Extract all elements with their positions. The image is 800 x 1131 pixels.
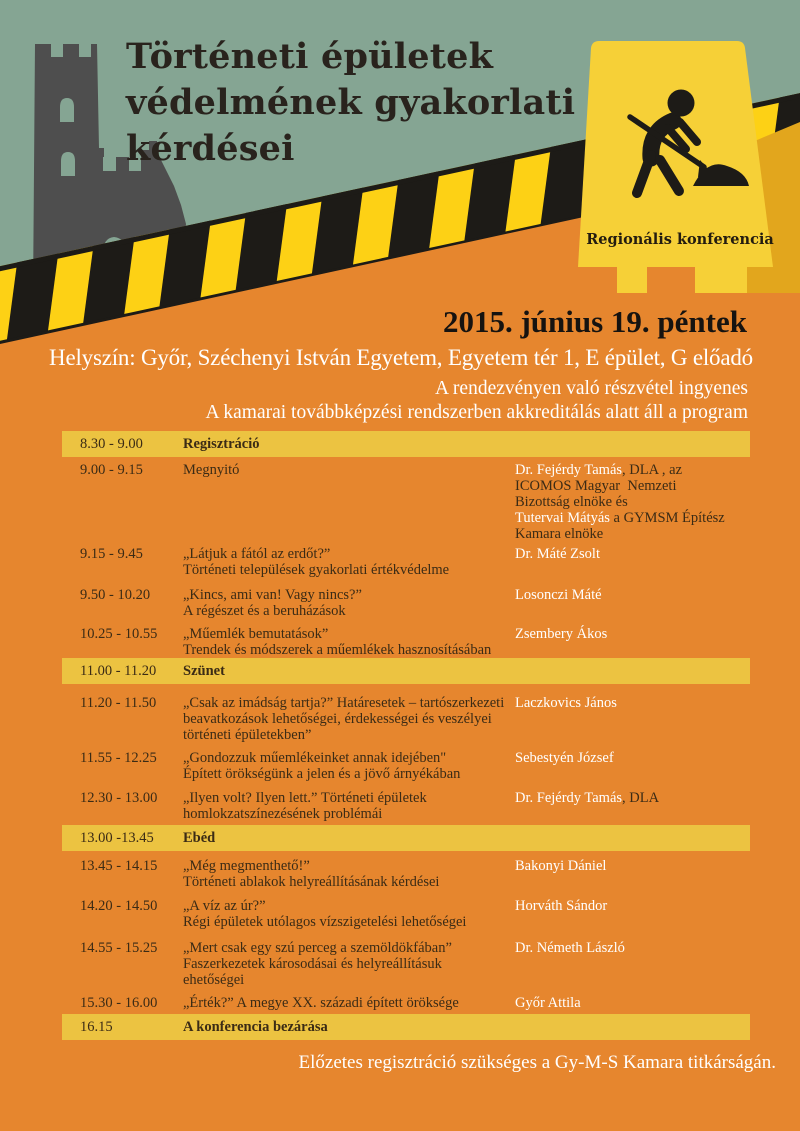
session-speaker-line [515, 478, 753, 494]
session-title-line: „Mert csak egy szú perceg a szemöldökfában” [183, 940, 452, 956]
session-title [183, 830, 515, 846]
session-title-line: Megnyitó [183, 462, 240, 478]
session-title-line: Épített örökségünk a jelen és a jövő árnyékában [183, 766, 461, 782]
speaker-name: Dr. Máté Zsolt [515, 546, 600, 562]
session-title [183, 1019, 515, 1035]
speaker-name: Bakonyi Dániel [515, 858, 607, 874]
session-speaker-line [515, 790, 753, 806]
schedule-band-row [62, 658, 750, 684]
session-title-line: „Látjuk a fától az erdőt?” [183, 546, 331, 562]
event-date: 2015. június 19. péntek [442, 304, 747, 339]
session-title-line: Trendek és módszerek a műemlékek hasznosításában [183, 642, 492, 658]
title-line-2: védelmének gyakorlati [126, 82, 576, 123]
session-speaker [515, 898, 753, 914]
session-title [183, 546, 515, 578]
session-time: 16.15 [80, 1019, 113, 1035]
session-speaker [515, 546, 753, 562]
session-title-line: Ebéd [183, 830, 216, 846]
session-title [183, 750, 515, 782]
poster-title [126, 34, 606, 172]
session-title-line: Faszerkezetek károsodásai és helyreállításuk [183, 956, 442, 972]
speaker-name: Zsembery Ákos [515, 626, 608, 642]
session-speaker-line [515, 940, 753, 956]
schedule-band-row [62, 825, 750, 851]
speaker-title-text: a GYMSM Építész [609, 510, 725, 526]
session-title-line: A konferencia bezárása [183, 1019, 328, 1035]
session-speaker-line [515, 526, 753, 542]
session-speaker-line [515, 587, 753, 603]
session-title-line: beavatkozások lehetőségei, érdekességei és veszélyei [183, 711, 492, 727]
session-title-line: „A víz az úr?” [183, 898, 266, 914]
session-time: 8.30 - 9.00 [80, 436, 143, 452]
session-title-line: történeti épületekben” [183, 727, 312, 743]
session-title [183, 663, 515, 679]
session-speaker [515, 858, 753, 874]
session-speaker-line [515, 695, 753, 711]
session-speaker [515, 790, 753, 806]
session-speaker-line [515, 898, 753, 914]
session-speaker-line [515, 750, 753, 766]
session-title-line: ehetőségei [183, 972, 245, 988]
session-title-line: „Érték?” A megye XX. századi épített öröksége [183, 995, 459, 1011]
session-title [183, 462, 515, 478]
session-time: 13.00 -13.45 [80, 830, 154, 846]
session-title [183, 587, 515, 619]
sign-label: Regionális konferencia [586, 231, 774, 248]
session-time: 13.45 - 14.15 [80, 858, 158, 874]
session-title [183, 898, 515, 930]
session-title [183, 695, 515, 743]
session-speaker-line [515, 626, 753, 642]
speaker-title-text: ICOMOS Magyar Nemzeti [515, 478, 677, 494]
warning-sign [578, 41, 774, 293]
session-title-line: Szünet [183, 663, 225, 679]
session-speaker [515, 940, 753, 956]
session-time: 10.25 - 10.55 [80, 626, 158, 642]
session-speaker-line [515, 462, 753, 478]
speaker-name: Dr. Fejérdy Tamás [515, 462, 623, 478]
speaker-name: Sebestyén József [515, 750, 614, 766]
session-time: 14.20 - 14.50 [80, 898, 158, 914]
session-time: 11.55 - 12.25 [80, 750, 157, 766]
session-time: 12.30 - 13.00 [80, 790, 158, 806]
session-title-line: „Ilyen volt? Ilyen lett.” Történeti épületek [183, 790, 427, 806]
session-title-line: homlokzatszínezésének problémái [183, 806, 383, 822]
session-speaker [515, 626, 753, 642]
speaker-name: Horváth Sándor [515, 898, 608, 914]
session-title [183, 995, 515, 1011]
speaker-title-text: , DLA [622, 790, 660, 806]
speaker-name: Dr. Fejérdy Tamás [515, 790, 623, 806]
session-time: 15.30 - 16.00 [80, 995, 158, 1011]
event-location: Helyszín: Győr, Széchenyi István Egyetem, Egyetem tér 1, E épület, G előadó [49, 345, 753, 370]
speaker-title-text: , DLA , az [622, 462, 683, 478]
session-time: 14.55 - 15.25 [80, 940, 158, 956]
session-title-line: „Még megmenthető!” [183, 858, 310, 874]
session-title-line: „Kincs, ami van! Vagy nincs?” [183, 587, 362, 603]
session-speaker-line [515, 546, 753, 562]
session-speaker [515, 462, 753, 542]
session-time: 9.50 - 10.20 [80, 587, 151, 603]
session-speaker-line [515, 858, 753, 874]
speaker-name: Laczkovics János [515, 695, 617, 711]
session-speaker-line [515, 995, 753, 1011]
session-title [183, 940, 515, 988]
session-speaker [515, 695, 753, 711]
session-title-line: „Műemlék bemutatások” [183, 626, 329, 642]
title-line-3: kérdései [126, 128, 295, 169]
speaker-name: Győr Attila [515, 995, 581, 1011]
session-title-line: Regisztráció [183, 436, 260, 452]
free-admission-note: A rendezvényen való részvétel ingyenes [435, 378, 748, 399]
session-title-line: Történeti települések gyakorlati értékvédelme [183, 562, 450, 578]
speaker-name: Tutervai Mátyás [515, 510, 610, 526]
footer-note: Előzetes regisztráció szükséges a Gy-M-S Kamara titkárságán. [298, 1052, 776, 1073]
session-title-line: Történeti ablakok helyreállításának kérdései [183, 874, 440, 890]
session-title [183, 858, 515, 890]
session-time: 9.00 - 9.15 [80, 462, 143, 478]
session-speaker-line [515, 494, 753, 510]
session-title [183, 626, 515, 658]
session-time: 11.20 - 11.50 [80, 695, 157, 711]
schedule-band-row [62, 1014, 750, 1040]
session-speaker-line [515, 510, 753, 526]
speaker-title-text: Bizottság elnöke és [515, 494, 628, 510]
session-speaker [515, 750, 753, 766]
session-title-line: „Gondozzuk műemlékeinket annak idejében" [183, 750, 447, 766]
session-speaker [515, 587, 753, 603]
session-time: 9.15 - 9.45 [80, 546, 143, 562]
session-title [183, 436, 515, 452]
schedule-band-row [62, 431, 750, 457]
speaker-title-text: Kamara elnöke [515, 526, 604, 542]
title-line-1: Történeti épületek [126, 36, 494, 77]
session-title [183, 790, 515, 822]
session-title-line: A régészet és a beruházások [183, 603, 346, 619]
accreditation-note: A kamarai továbbképzési rendszerben akkreditálás alatt áll a program [205, 402, 748, 423]
session-speaker [515, 995, 753, 1011]
speaker-name: Losonczi Máté [515, 587, 602, 603]
speaker-name: Dr. Németh László [515, 940, 625, 956]
session-title-line: „Csak az imádság tartja?” Határesetek – tartószerkezeti [183, 695, 505, 711]
session-time: 11.00 - 11.20 [80, 663, 157, 679]
session-title-line: Régi épületek utólagos vízszigetelési lehetőségei [183, 914, 467, 930]
